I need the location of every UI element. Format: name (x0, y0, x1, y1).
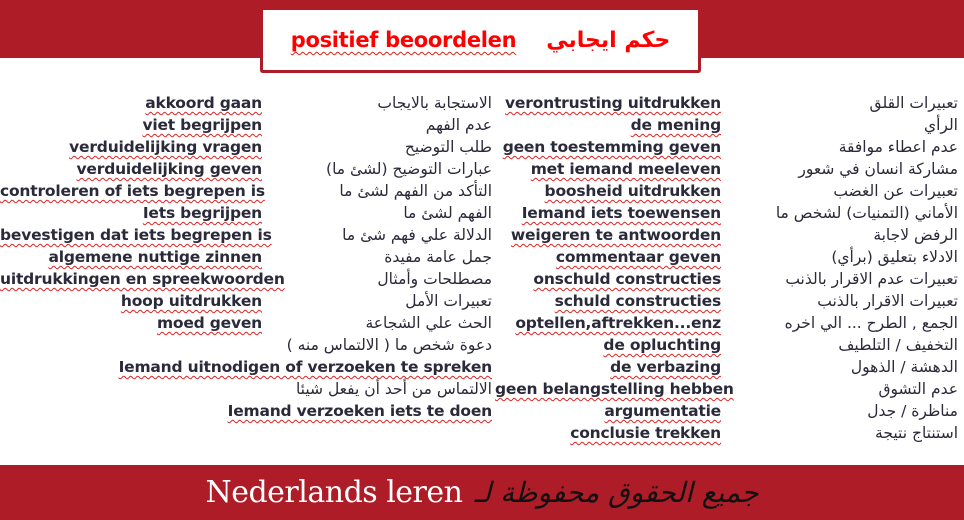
left-arabic-term: جمل عامة مفيدة (384, 248, 492, 266)
right-arabic-term: الرفض لاجابة (873, 226, 958, 244)
right-arabic-term: مناظرة / جدل (867, 402, 958, 420)
right-arabic-term: الأماني (التمنيات) لشخص ما (775, 204, 958, 222)
left-arabic-term: الفهم لشئ ما (403, 204, 492, 222)
right-dutch-term: geen toestemming geven (502, 138, 721, 156)
left-arabic-term: الالتماس من أحد أن يفعل شيئا (295, 380, 492, 398)
footer-copyright: جميع الحقوق محفوظة لـ (474, 476, 759, 509)
left-arabic-term: عدم الفهم (425, 116, 492, 134)
right-dutch-term: met iemand meeleven (530, 160, 721, 178)
right-dutch-term: geen belangstelling hebben (495, 380, 734, 398)
right-arabic-term: الجمع , الطرح ... الي اخره (784, 314, 958, 332)
right-dutch-term: weigeren te antwoorden (510, 226, 721, 244)
left-arabic-term: طلب التوضيح (404, 138, 492, 156)
right-arabic-term: الرأي (923, 116, 958, 134)
footer-site-name: Nederlands leren (205, 475, 463, 510)
right-dutch-term: commentaar geven (555, 248, 721, 266)
left-arabic-term: الاستجابة بالايجاب (377, 94, 492, 112)
title-arabic: حكم ايجابي (546, 27, 671, 53)
right-arabic-term: تعبيرات القلق (869, 94, 958, 112)
right-arabic-term: عدم التشوق (878, 380, 958, 398)
right-dutch-term: optellen,aftrekken...enz (515, 314, 721, 332)
right-arabic-term: التخفيف / التلطيف (838, 336, 958, 354)
left-arabic-term: مصطلحات وأمثال (377, 270, 492, 288)
left-arabic-term: تعبيرات الأمل (405, 292, 492, 310)
left-dutch-term: hoop uitdrukken (120, 292, 262, 310)
right-arabic-term: مشاركة انسان في شعور (798, 160, 958, 178)
right-dutch-term: conclusie trekken (570, 424, 721, 442)
left-arabic-term: الدلالة علي فهم شئ ما (342, 226, 492, 244)
left-dutch-term: uitdrukkingen en spreekwoorden (0, 270, 285, 288)
right-dutch-term: de mening (630, 116, 721, 134)
left-arabic-term: عبارات التوضيح (لشئ ما) (326, 160, 492, 178)
left-arabic-term: التأكد من الفهم لشئ ما (339, 182, 492, 200)
right-arabic-term: الدهشة / الذهول (850, 358, 958, 376)
left-dutch-term: Iets begrijpen (142, 204, 262, 222)
right-arabic-term: عدم اعطاء موافقة (838, 138, 958, 156)
right-dutch-term: onschuld constructies (533, 270, 721, 288)
left-dutch-term: verduidelijking vragen (69, 138, 262, 156)
title-box (260, 10, 701, 73)
right-arabic-term: تعبيرات عدم الاقرار بالذنب (785, 270, 958, 288)
right-dutch-term: verontrusting uitdrukken (505, 94, 721, 112)
right-arabic-term: تعبيرات عن الغضب (833, 182, 958, 200)
left-dutch-term: verduidelijking geven (76, 160, 262, 178)
left-dutch-term: viet begrijpen (142, 116, 262, 134)
left-dutch-term: akkoord gaan (145, 94, 262, 112)
right-dutch-term: schuld constructies (554, 292, 721, 310)
left-arabic-term: دعوة شخص ما ( الالتماس منه ) (286, 336, 492, 354)
right-arabic-term: تعبيرات الاقرار بالذنب (817, 292, 958, 310)
title-dutch: positief beoordelen (290, 28, 517, 52)
left-arabic-term: الحث علي الشجاعة (365, 314, 492, 332)
footer-banner (0, 465, 964, 520)
left-dutch-term: moed geven (156, 314, 262, 332)
right-dutch-term: argumentatie (604, 402, 721, 420)
right-dutch-term: de opluchting (603, 336, 721, 354)
right-arabic-term: الادلاء بتعليق (برأي) (831, 248, 958, 266)
right-dutch-term: Iemand iets toewensen (521, 204, 721, 222)
right-arabic-term: استنتاج نتيجة (875, 424, 958, 442)
left-dutch-term: Iemand uitnodigen of verzoeken te spreken (118, 358, 492, 376)
right-dutch-term: de verbazing (610, 358, 721, 376)
left-dutch-term: bevestigen dat iets begrepen is (0, 226, 272, 244)
left-dutch-term: controleren of iets begrepen is (0, 182, 265, 200)
right-dutch-term: boosheid uitdrukken (544, 182, 721, 200)
left-dutch-term: algemene nuttige zinnen (48, 248, 262, 266)
left-dutch-term: Iemand verzoeken iets te doen (227, 402, 492, 420)
